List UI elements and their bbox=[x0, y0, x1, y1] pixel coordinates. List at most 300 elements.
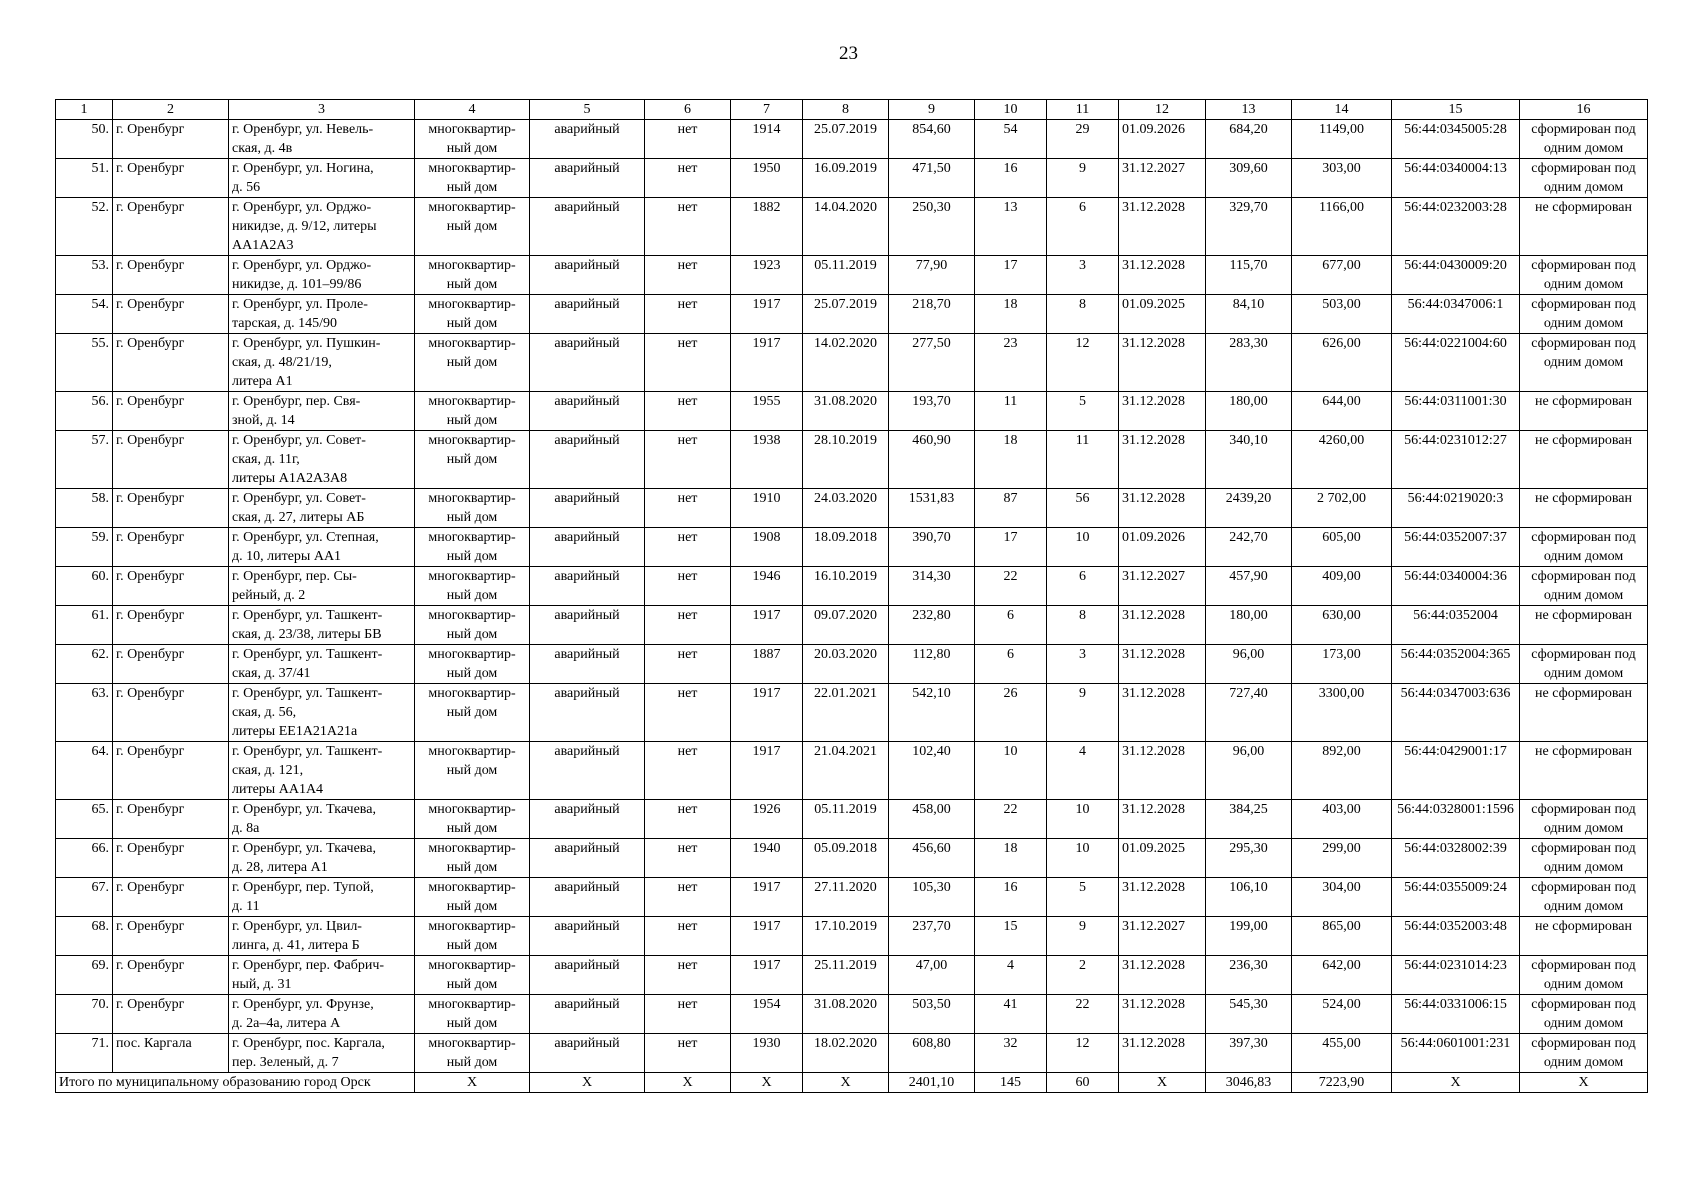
cadastral-number: 56:44:0352004:365 bbox=[1392, 645, 1520, 684]
build-year: 1914 bbox=[731, 120, 803, 159]
apartments: 6 bbox=[1047, 198, 1119, 256]
cadastral-number: 56:44:0347006:1 bbox=[1392, 295, 1520, 334]
row-number: 61. bbox=[56, 606, 113, 645]
table-row bbox=[56, 995, 1648, 1034]
recognition-date: 20.03.2020 bbox=[803, 645, 889, 684]
condition: аварийный bbox=[530, 431, 645, 489]
build-year: 1917 bbox=[731, 334, 803, 392]
condition: аварийный bbox=[530, 528, 645, 567]
cadastral-number: 56:44:0352003:48 bbox=[1392, 917, 1520, 956]
build-year: 1917 bbox=[731, 956, 803, 995]
flag: нет bbox=[645, 295, 731, 334]
address: г. Оренбург, ул. Степная, д. 10, литеры АА1 bbox=[229, 528, 415, 567]
flag: нет bbox=[645, 489, 731, 528]
build-year: 1938 bbox=[731, 431, 803, 489]
address: г. Оренбург, пер. Свя- зной, д. 14 bbox=[229, 392, 415, 431]
col-14: 409,00 bbox=[1292, 567, 1392, 606]
row-number: 50. bbox=[56, 120, 113, 159]
apartments: 9 bbox=[1047, 684, 1119, 742]
cadastral-number: 56:44:0347003:636 bbox=[1392, 684, 1520, 742]
column-number-11: 11 bbox=[1047, 100, 1119, 120]
condition: аварийный bbox=[530, 742, 645, 800]
area: 458,00 bbox=[889, 800, 975, 839]
column-number-8: 8 bbox=[803, 100, 889, 120]
col-14: 4260,00 bbox=[1292, 431, 1392, 489]
land-plot-status: сформирован под одним домом bbox=[1520, 567, 1648, 606]
apartments: 11 bbox=[1047, 431, 1119, 489]
resettlement-deadline: 31.12.2028 bbox=[1119, 645, 1206, 684]
settlement: г. Оренбург bbox=[113, 567, 229, 606]
area: 471,50 bbox=[889, 159, 975, 198]
cadastral-number: 56:44:0340004:13 bbox=[1392, 159, 1520, 198]
resettlement-deadline: 31.12.2027 bbox=[1119, 159, 1206, 198]
building-type: многоквартир- ный дом bbox=[415, 956, 530, 995]
col-13: 340,10 bbox=[1206, 431, 1292, 489]
table-row bbox=[56, 839, 1648, 878]
flag: нет bbox=[645, 392, 731, 431]
col-13: 545,30 bbox=[1206, 995, 1292, 1034]
flag: нет bbox=[645, 256, 731, 295]
total-col-16: X bbox=[1520, 1073, 1648, 1093]
col-13: 84,10 bbox=[1206, 295, 1292, 334]
table-row bbox=[56, 567, 1648, 606]
recognition-date: 28.10.2019 bbox=[803, 431, 889, 489]
row-number: 59. bbox=[56, 528, 113, 567]
row-number: 66. bbox=[56, 839, 113, 878]
table-row bbox=[56, 198, 1648, 256]
resettlement-deadline: 31.12.2028 bbox=[1119, 334, 1206, 392]
land-plot-status: сформирован под одним домом bbox=[1520, 159, 1648, 198]
col-14: 303,00 bbox=[1292, 159, 1392, 198]
recognition-date: 18.02.2020 bbox=[803, 1034, 889, 1073]
area: 112,80 bbox=[889, 645, 975, 684]
residents: 16 bbox=[975, 159, 1047, 198]
area: 314,30 bbox=[889, 567, 975, 606]
building-type: многоквартир- ный дом bbox=[415, 645, 530, 684]
table-row bbox=[56, 489, 1648, 528]
table-row bbox=[56, 742, 1648, 800]
condition: аварийный bbox=[530, 606, 645, 645]
settlement: г. Оренбург bbox=[113, 742, 229, 800]
page-number: 23 bbox=[839, 43, 858, 64]
building-type: многоквартир- ный дом bbox=[415, 684, 530, 742]
resettlement-deadline: 31.12.2028 bbox=[1119, 995, 1206, 1034]
recognition-date: 25.07.2019 bbox=[803, 120, 889, 159]
total-col-12: X bbox=[1119, 1073, 1206, 1093]
cadastral-number: 56:44:0232003:28 bbox=[1392, 198, 1520, 256]
residents: 4 bbox=[975, 956, 1047, 995]
total-col-14: 7223,90 bbox=[1292, 1073, 1392, 1093]
residents: 18 bbox=[975, 295, 1047, 334]
settlement: г. Оренбург bbox=[113, 256, 229, 295]
recognition-date: 14.02.2020 bbox=[803, 334, 889, 392]
apartments: 2 bbox=[1047, 956, 1119, 995]
address: г. Оренбург, пер. Сы- рейный, д. 2 bbox=[229, 567, 415, 606]
cadastral-number: 56:44:0328002:39 bbox=[1392, 839, 1520, 878]
table-row bbox=[56, 684, 1648, 742]
apartments: 10 bbox=[1047, 839, 1119, 878]
settlement: г. Оренбург bbox=[113, 956, 229, 995]
area: 608,80 bbox=[889, 1034, 975, 1073]
land-plot-status: сформирован под одним домом bbox=[1520, 645, 1648, 684]
row-number: 51. bbox=[56, 159, 113, 198]
address: г. Оренбург, ул. Цвил- линга, д. 41, литера Б bbox=[229, 917, 415, 956]
total-col-7: X bbox=[731, 1073, 803, 1093]
land-plot-status: не сформирован bbox=[1520, 489, 1648, 528]
resettlement-deadline: 31.12.2028 bbox=[1119, 489, 1206, 528]
col-13: 180,00 bbox=[1206, 392, 1292, 431]
condition: аварийный bbox=[530, 956, 645, 995]
recognition-date: 16.10.2019 bbox=[803, 567, 889, 606]
col-14: 642,00 bbox=[1292, 956, 1392, 995]
row-number: 70. bbox=[56, 995, 113, 1034]
flag: нет bbox=[645, 878, 731, 917]
settlement: г. Оренбург bbox=[113, 645, 229, 684]
flag: нет bbox=[645, 528, 731, 567]
column-number-row bbox=[56, 100, 1648, 120]
address: г. Оренбург, ул. Невель- ская, д. 4в bbox=[229, 120, 415, 159]
resettlement-deadline: 31.12.2027 bbox=[1119, 567, 1206, 606]
settlement: г. Оренбург bbox=[113, 489, 229, 528]
col-13: 106,10 bbox=[1206, 878, 1292, 917]
resettlement-deadline: 01.09.2026 bbox=[1119, 120, 1206, 159]
apartments: 12 bbox=[1047, 1034, 1119, 1073]
building-type: многоквартир- ный дом bbox=[415, 1034, 530, 1073]
flag: нет bbox=[645, 120, 731, 159]
flag: нет bbox=[645, 956, 731, 995]
build-year: 1946 bbox=[731, 567, 803, 606]
total-row bbox=[56, 1073, 1648, 1093]
recognition-date: 14.04.2020 bbox=[803, 198, 889, 256]
resettlement-deadline: 31.12.2028 bbox=[1119, 800, 1206, 839]
cadastral-number: 56:44:0352004 bbox=[1392, 606, 1520, 645]
building-type: многоквартир- ный дом bbox=[415, 742, 530, 800]
total-label: Итого по муниципальному образованию город Орск bbox=[56, 1073, 415, 1093]
land-plot-status: сформирован под одним домом bbox=[1520, 1034, 1648, 1073]
cadastral-number: 56:44:0340004:36 bbox=[1392, 567, 1520, 606]
resettlement-deadline: 31.12.2028 bbox=[1119, 431, 1206, 489]
col-14: 503,00 bbox=[1292, 295, 1392, 334]
cadastral-number: 56:44:0345005:28 bbox=[1392, 120, 1520, 159]
col-14: 677,00 bbox=[1292, 256, 1392, 295]
land-plot-status: сформирован под одним домом bbox=[1520, 878, 1648, 917]
building-type: многоквартир- ный дом bbox=[415, 334, 530, 392]
recognition-date: 16.09.2019 bbox=[803, 159, 889, 198]
table-row bbox=[56, 295, 1648, 334]
col-14: 630,00 bbox=[1292, 606, 1392, 645]
residents: 54 bbox=[975, 120, 1047, 159]
flag: нет bbox=[645, 1034, 731, 1073]
address: г. Оренбург, ул. Проле- тарская, д. 145/90 bbox=[229, 295, 415, 334]
settlement: г. Оренбург bbox=[113, 392, 229, 431]
settlement: г. Оренбург bbox=[113, 878, 229, 917]
recognition-date: 18.09.2018 bbox=[803, 528, 889, 567]
land-plot-status: сформирован под одним домом bbox=[1520, 295, 1648, 334]
build-year: 1923 bbox=[731, 256, 803, 295]
area: 542,10 bbox=[889, 684, 975, 742]
recognition-date: 21.04.2021 bbox=[803, 742, 889, 800]
build-year: 1950 bbox=[731, 159, 803, 198]
residents: 26 bbox=[975, 684, 1047, 742]
total-col-6: X bbox=[645, 1073, 731, 1093]
recognition-date: 22.01.2021 bbox=[803, 684, 889, 742]
row-number: 62. bbox=[56, 645, 113, 684]
apartments: 10 bbox=[1047, 528, 1119, 567]
condition: аварийный bbox=[530, 645, 645, 684]
area: 503,50 bbox=[889, 995, 975, 1034]
residents: 18 bbox=[975, 431, 1047, 489]
apartments: 8 bbox=[1047, 606, 1119, 645]
apartments: 10 bbox=[1047, 800, 1119, 839]
apartments: 5 bbox=[1047, 878, 1119, 917]
residents: 18 bbox=[975, 839, 1047, 878]
flag: нет bbox=[645, 839, 731, 878]
building-type: многоквартир- ный дом bbox=[415, 198, 530, 256]
building-type: многоквартир- ный дом bbox=[415, 800, 530, 839]
recognition-date: 31.08.2020 bbox=[803, 392, 889, 431]
area: 193,70 bbox=[889, 392, 975, 431]
settlement: г. Оренбург bbox=[113, 839, 229, 878]
col-14: 1166,00 bbox=[1292, 198, 1392, 256]
building-type: многоквартир- ный дом bbox=[415, 489, 530, 528]
building-type: многоквартир- ный дом bbox=[415, 159, 530, 198]
recognition-date: 24.03.2020 bbox=[803, 489, 889, 528]
building-type: многоквартир- ный дом bbox=[415, 528, 530, 567]
settlement: г. Оренбург bbox=[113, 606, 229, 645]
address: г. Оренбург, пер. Тупой, д. 11 bbox=[229, 878, 415, 917]
building-type: многоквартир- ный дом bbox=[415, 917, 530, 956]
cadastral-number: 56:44:0328001:1596 bbox=[1392, 800, 1520, 839]
column-number-12: 12 bbox=[1119, 100, 1206, 120]
apartments: 3 bbox=[1047, 645, 1119, 684]
column-number-3: 3 bbox=[229, 100, 415, 120]
resettlement-deadline: 01.09.2025 bbox=[1119, 295, 1206, 334]
build-year: 1910 bbox=[731, 489, 803, 528]
cadastral-number: 56:44:0231014:23 bbox=[1392, 956, 1520, 995]
settlement: г. Оренбург bbox=[113, 334, 229, 392]
cadastral-number: 56:44:0355009:24 bbox=[1392, 878, 1520, 917]
cadastral-number: 56:44:0311001:30 bbox=[1392, 392, 1520, 431]
address: г. Оренбург, ул. Ташкент- ская, д. 56, литеры ЕЕ1А21А21а bbox=[229, 684, 415, 742]
land-plot-status: не сформирован bbox=[1520, 198, 1648, 256]
total-col-8: X bbox=[803, 1073, 889, 1093]
flag: нет bbox=[645, 159, 731, 198]
col-13: 199,00 bbox=[1206, 917, 1292, 956]
build-year: 1930 bbox=[731, 1034, 803, 1073]
address: г. Оренбург, ул. Орджо- никидзе, д. 9/12, литеры АА1А2А3 bbox=[229, 198, 415, 256]
apartments: 29 bbox=[1047, 120, 1119, 159]
column-number-10: 10 bbox=[975, 100, 1047, 120]
condition: аварийный bbox=[530, 800, 645, 839]
residents: 41 bbox=[975, 995, 1047, 1034]
cadastral-number: 56:44:0219020:3 bbox=[1392, 489, 1520, 528]
condition: аварийный bbox=[530, 839, 645, 878]
row-number: 68. bbox=[56, 917, 113, 956]
condition: аварийный bbox=[530, 392, 645, 431]
build-year: 1917 bbox=[731, 684, 803, 742]
flag: нет bbox=[645, 334, 731, 392]
condition: аварийный bbox=[530, 995, 645, 1034]
table-row bbox=[56, 256, 1648, 295]
cadastral-number: 56:44:0352007:37 bbox=[1392, 528, 1520, 567]
table-row bbox=[56, 120, 1648, 159]
residents: 87 bbox=[975, 489, 1047, 528]
build-year: 1940 bbox=[731, 839, 803, 878]
condition: аварийный bbox=[530, 198, 645, 256]
flag: нет bbox=[645, 800, 731, 839]
flag: нет bbox=[645, 917, 731, 956]
area: 854,60 bbox=[889, 120, 975, 159]
settlement: г. Оренбург bbox=[113, 295, 229, 334]
col-14: 455,00 bbox=[1292, 1034, 1392, 1073]
land-plot-status: сформирован под одним домом bbox=[1520, 528, 1648, 567]
resettlement-deadline: 31.12.2028 bbox=[1119, 198, 1206, 256]
settlement: г. Оренбург bbox=[113, 800, 229, 839]
row-number: 60. bbox=[56, 567, 113, 606]
table-row bbox=[56, 956, 1648, 995]
cadastral-number: 56:44:0331006:15 bbox=[1392, 995, 1520, 1034]
recognition-date: 27.11.2020 bbox=[803, 878, 889, 917]
apartments: 9 bbox=[1047, 159, 1119, 198]
col-13: 397,30 bbox=[1206, 1034, 1292, 1073]
building-type: многоквартир- ный дом bbox=[415, 995, 530, 1034]
cadastral-number: 56:44:0221004:60 bbox=[1392, 334, 1520, 392]
cadastral-number: 56:44:0231012:27 bbox=[1392, 431, 1520, 489]
column-number-15: 15 bbox=[1392, 100, 1520, 120]
settlement: г. Оренбург bbox=[113, 995, 229, 1034]
flag: нет bbox=[645, 431, 731, 489]
flag: нет bbox=[645, 198, 731, 256]
row-number: 64. bbox=[56, 742, 113, 800]
land-plot-status: сформирован под одним домом bbox=[1520, 334, 1648, 392]
col-14: 3300,00 bbox=[1292, 684, 1392, 742]
land-plot-status: сформирован под одним домом bbox=[1520, 800, 1648, 839]
area: 102,40 bbox=[889, 742, 975, 800]
recognition-date: 05.09.2018 bbox=[803, 839, 889, 878]
area: 237,70 bbox=[889, 917, 975, 956]
column-number-2: 2 bbox=[113, 100, 229, 120]
address: г. Оренбург, ул. Фрунзе, д. 2а–4а, литера А bbox=[229, 995, 415, 1034]
building-type: многоквартир- ный дом bbox=[415, 431, 530, 489]
residents: 23 bbox=[975, 334, 1047, 392]
flag: нет bbox=[645, 567, 731, 606]
col-14: 865,00 bbox=[1292, 917, 1392, 956]
flag: нет bbox=[645, 684, 731, 742]
address: г. Оренбург, пос. Каргала, пер. Зеленый, д. 7 bbox=[229, 1034, 415, 1073]
residents: 22 bbox=[975, 567, 1047, 606]
table-row bbox=[56, 878, 1648, 917]
area: 232,80 bbox=[889, 606, 975, 645]
recognition-date: 25.07.2019 bbox=[803, 295, 889, 334]
recognition-date: 05.11.2019 bbox=[803, 256, 889, 295]
address: г. Оренбург, ул. Ткачева, д. 28, литера А1 bbox=[229, 839, 415, 878]
apartments: 3 bbox=[1047, 256, 1119, 295]
residents: 32 bbox=[975, 1034, 1047, 1073]
row-number: 67. bbox=[56, 878, 113, 917]
resettlement-deadline: 31.12.2028 bbox=[1119, 1034, 1206, 1073]
column-number-6: 6 bbox=[645, 100, 731, 120]
column-number-13: 13 bbox=[1206, 100, 1292, 120]
land-plot-status: сформирован под одним домом bbox=[1520, 839, 1648, 878]
land-plot-status: сформирован под одним домом bbox=[1520, 256, 1648, 295]
col-14: 299,00 bbox=[1292, 839, 1392, 878]
building-type: многоквартир- ный дом bbox=[415, 120, 530, 159]
column-number-1: 1 bbox=[56, 100, 113, 120]
land-plot-status: сформирован под одним домом bbox=[1520, 956, 1648, 995]
flag: нет bbox=[645, 645, 731, 684]
table-row bbox=[56, 1034, 1648, 1073]
build-year: 1955 bbox=[731, 392, 803, 431]
condition: аварийный bbox=[530, 917, 645, 956]
col-14: 304,00 bbox=[1292, 878, 1392, 917]
col-13: 329,70 bbox=[1206, 198, 1292, 256]
recognition-date: 05.11.2019 bbox=[803, 800, 889, 839]
flag: нет bbox=[645, 606, 731, 645]
apartments: 9 bbox=[1047, 917, 1119, 956]
col-14: 892,00 bbox=[1292, 742, 1392, 800]
table-row bbox=[56, 645, 1648, 684]
condition: аварийный bbox=[530, 878, 645, 917]
resettlement-deadline: 31.12.2027 bbox=[1119, 917, 1206, 956]
build-year: 1887 bbox=[731, 645, 803, 684]
resettlement-deadline: 31.12.2028 bbox=[1119, 256, 1206, 295]
col-13: 96,00 bbox=[1206, 645, 1292, 684]
resettlement-deadline: 31.12.2028 bbox=[1119, 684, 1206, 742]
condition: аварийный bbox=[530, 1034, 645, 1073]
col-13: 283,30 bbox=[1206, 334, 1292, 392]
col-14: 173,00 bbox=[1292, 645, 1392, 684]
col-13: 295,30 bbox=[1206, 839, 1292, 878]
settlement: г. Оренбург bbox=[113, 159, 229, 198]
apartments: 5 bbox=[1047, 392, 1119, 431]
address: г. Оренбург, пер. Фабрич- ный, д. 31 bbox=[229, 956, 415, 995]
building-type: многоквартир- ный дом bbox=[415, 606, 530, 645]
table-row bbox=[56, 606, 1648, 645]
land-plot-status: не сформирован bbox=[1520, 684, 1648, 742]
area: 277,50 bbox=[889, 334, 975, 392]
table-row bbox=[56, 800, 1648, 839]
area: 456,60 bbox=[889, 839, 975, 878]
building-type: многоквартир- ный дом bbox=[415, 839, 530, 878]
table-row bbox=[56, 392, 1648, 431]
row-number: 53. bbox=[56, 256, 113, 295]
col-13: 180,00 bbox=[1206, 606, 1292, 645]
address: г. Оренбург, ул. Орджо- никидзе, д. 101–99/86 bbox=[229, 256, 415, 295]
resettlement-deadline: 31.12.2028 bbox=[1119, 956, 1206, 995]
table-row bbox=[56, 334, 1648, 392]
building-type: многоквартир- ный дом bbox=[415, 392, 530, 431]
total-col-13: 3046,83 bbox=[1206, 1073, 1292, 1093]
apartments: 4 bbox=[1047, 742, 1119, 800]
cadastral-number: 56:44:0429001:17 bbox=[1392, 742, 1520, 800]
recognition-date: 25.11.2019 bbox=[803, 956, 889, 995]
col-14: 626,00 bbox=[1292, 334, 1392, 392]
total-col-5: X bbox=[530, 1073, 645, 1093]
condition: аварийный bbox=[530, 489, 645, 528]
row-number: 55. bbox=[56, 334, 113, 392]
table-row bbox=[56, 159, 1648, 198]
address: г. Оренбург, ул. Совет- ская, д. 27, литеры АБ bbox=[229, 489, 415, 528]
address: г. Оренбург, ул. Ташкент- ская, д. 37/41 bbox=[229, 645, 415, 684]
build-year: 1917 bbox=[731, 878, 803, 917]
settlement: г. Оренбург bbox=[113, 528, 229, 567]
building-type: многоквартир- ный дом bbox=[415, 295, 530, 334]
column-number-4: 4 bbox=[415, 100, 530, 120]
row-number: 71. bbox=[56, 1034, 113, 1073]
settlement: г. Оренбург bbox=[113, 198, 229, 256]
build-year: 1908 bbox=[731, 528, 803, 567]
condition: аварийный bbox=[530, 295, 645, 334]
